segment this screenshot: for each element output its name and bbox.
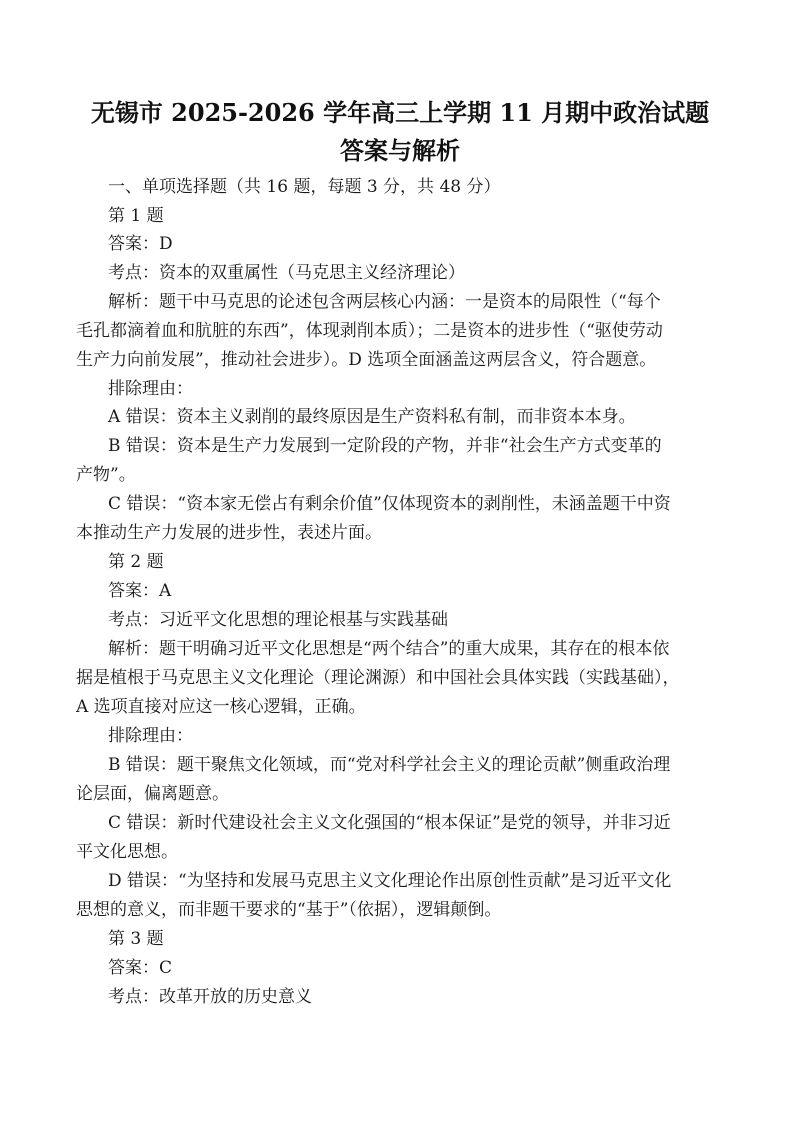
exclusion-heading: 排除理由： [108, 379, 193, 399]
section-heading: 一、单项选择题（共 16 题，每题 3 分，共 48 分） [108, 177, 501, 197]
topic-line: 考点：资本的双重属性（马克思主义经济理论） [108, 263, 465, 283]
text-line: 论层面，偏离题意。 [76, 784, 229, 804]
analysis-line: 解析：题干中马克思的论述包含两层核心内涵：一是资本的局限性（“每个 [108, 292, 661, 312]
option-explanation: B 错误：题干聚焦文化领域，而“党对科学社会主义的理论贡献”侧重政治理 [108, 755, 671, 775]
text-line: A 选项直接对应这一核心逻辑，正确。 [76, 697, 366, 717]
topic-line: 考点：习近平文化思想的理论根基与实践基础 [108, 610, 448, 630]
option-explanation: C 错误：新时代建设社会主义文化强国的“根本保证”是党的领导，并非习近 [108, 813, 671, 833]
answer-line: 答案：C [108, 958, 173, 978]
question-heading: 第 3 题 [108, 929, 164, 949]
option-explanation: D 错误：“为坚持和发展马克思主义文化理论作出原创性贡献”是习近平文化 [108, 871, 672, 891]
question-heading: 第 1 题 [108, 206, 164, 226]
topic-line: 考点：改革开放的历史意义 [108, 987, 312, 1007]
answer-line: 答案：D [108, 234, 173, 254]
option-explanation: A 错误：资本主义剥削的最终原因是生产资料私有制，而非资本本身。 [108, 407, 636, 427]
text-line: 生产力向前发展”，推动社会进步）。D 选项全面涵盖这两层含义，符合题意。 [76, 350, 657, 370]
document-subtitle: 答案与解析 [340, 136, 460, 165]
option-explanation: C 错误：“资本家无偿占有剩余价值”仅体现资本的剥削性，未涵盖题干中资 [108, 494, 671, 514]
question-heading: 第 2 题 [108, 552, 164, 572]
answer-line: 答案：A [108, 581, 172, 601]
option-explanation: B 错误：资本是生产力发展到一定阶段的产物，并非“社会生产方式变革的 [108, 436, 662, 456]
document-title: 无锡市 2025-2026 学年高三上学期 11 月期中政治试题 [90, 98, 710, 127]
exclusion-heading: 排除理由： [108, 726, 193, 746]
text-line: 产物”。 [76, 465, 136, 485]
text-line: 平文化思想。 [76, 842, 178, 862]
text-line: 思想的意义，而非题干要求的“基于”（依据），逻辑颠倒。 [76, 900, 502, 920]
text-line: 毛孔都滴着血和肮脏的东西”，体现剥削本质）；二是资本的进步性（“驱使劳动 [76, 321, 663, 341]
analysis-line: 解析：题干明确习近平文化思想是“两个结合”的重大成果，其存在的根本依 [108, 639, 670, 659]
text-line: 本推动生产力发展的进步性，表述片面。 [76, 523, 382, 543]
text-line: 据是植根于马克思主义文化理论（理论渊源）和中国社会具体实践（实践基础）， [76, 668, 680, 688]
